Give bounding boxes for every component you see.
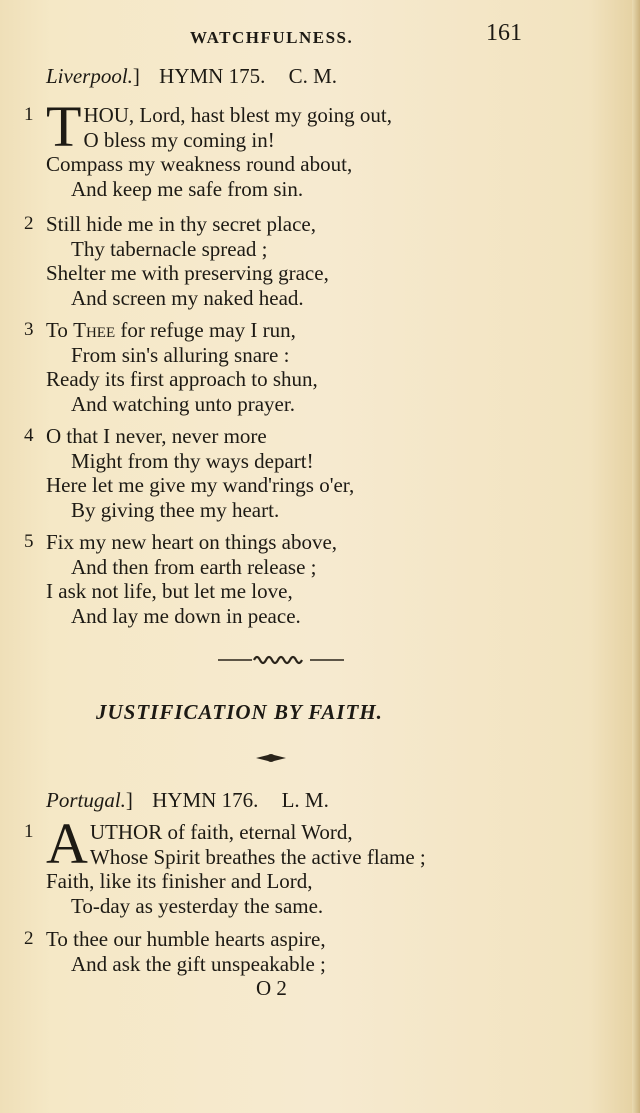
hymn-175-stanza-5	[24, 530, 338, 628]
stanza-line: Might from thy ways depart!	[71, 448, 314, 473]
stanza-line: From sin's alluring snare :	[71, 342, 290, 367]
stanza-line: I ask not life, but let me love,	[46, 579, 293, 603]
stanza-line: And watching unto prayer.	[71, 391, 295, 416]
verse-number: 2	[24, 213, 34, 234]
hymn-number: HYMN 175.	[159, 64, 266, 88]
verse-number: 1	[24, 821, 34, 842]
stanza-text: for refuge may I run,	[115, 318, 296, 342]
verse-number: 4	[24, 425, 34, 446]
stanza-line: By giving thee my heart.	[71, 497, 280, 522]
tune-bracket: ]	[125, 788, 133, 812]
drop-cap: A	[46, 811, 88, 876]
hymn-176-stanza-2	[24, 927, 326, 976]
verse-number: 1	[24, 104, 34, 125]
ornament-divider	[218, 652, 344, 668]
page-number: 161	[486, 20, 522, 46]
stanza-line: O that I never, never more	[46, 424, 267, 448]
stanza-line: And keep me safe from sin.	[71, 176, 304, 201]
stanza-line: Here let me give my wand'rings o'er,	[46, 473, 355, 497]
stanza-line: Still hide me in thy secret place,	[46, 212, 317, 236]
stanza-line: Thy tabernacle spread ;	[71, 236, 268, 261]
page-edge	[632, 0, 640, 1113]
stanza-line: O bless my coming in!	[83, 127, 275, 152]
hymn-175-stanza-3	[24, 318, 318, 416]
hymn-number: HYMN 176.	[152, 788, 259, 812]
hymn-meter: C. M.	[288, 64, 338, 88]
section-title: JUSTIFICATION BY FAITH.	[96, 700, 383, 724]
tune-name: Portugal.	[46, 788, 126, 812]
hymn-175-stanza-1	[24, 94, 392, 201]
hymn-175-header	[46, 64, 337, 89]
verse-number: 5	[24, 531, 34, 552]
stanza-line: And screen my naked head.	[71, 285, 304, 310]
signature-mark: O 2	[256, 976, 287, 1000]
stanza-line: Shelter me with preserving grace,	[46, 261, 329, 285]
hymn-175-stanza-4	[24, 424, 355, 522]
drop-cap: T	[46, 94, 82, 159]
divine-name: Thee	[73, 318, 116, 342]
hymn-meter: L. M.	[281, 788, 329, 812]
stanza-line: And ask the gift unspeakable ;	[71, 951, 326, 976]
stanza-line: Whose Spirit breathes the active flame ;	[89, 844, 426, 869]
stanza-line: Faith, like its finisher and Lord,	[46, 869, 313, 893]
stanza-line: And lay me down in peace.	[71, 603, 301, 628]
stanza-line	[46, 318, 318, 343]
tune-bracket: ]	[132, 64, 140, 88]
stanza-line: UTHOR of faith, eternal Word,	[89, 820, 353, 844]
verse-number: 2	[24, 928, 34, 949]
small-ornament	[256, 752, 286, 764]
stanza-line: Compass my weakness round about,	[46, 152, 353, 176]
stanza-line: Fix my new heart on things above,	[46, 530, 338, 554]
running-head: WATCHFULNESS.	[190, 28, 354, 47]
hymn-175-stanza-2	[24, 212, 329, 310]
verse-number: 3	[24, 319, 34, 340]
tune-name: Liverpool.	[46, 64, 133, 88]
hymn-176-header	[46, 788, 329, 813]
hymn-176-stanza-1	[24, 811, 426, 918]
stanza-line: HOU, Lord, hast blest my going out,	[83, 103, 392, 127]
stanza-line: To-day as yesterday the same.	[71, 893, 324, 918]
stanza-line: To thee our humble hearts aspire,	[46, 927, 326, 951]
stanza-line: Ready its first approach to shun,	[46, 367, 318, 391]
stanza-text: To	[46, 318, 74, 342]
stanza-line: And then from earth release ;	[71, 554, 317, 579]
